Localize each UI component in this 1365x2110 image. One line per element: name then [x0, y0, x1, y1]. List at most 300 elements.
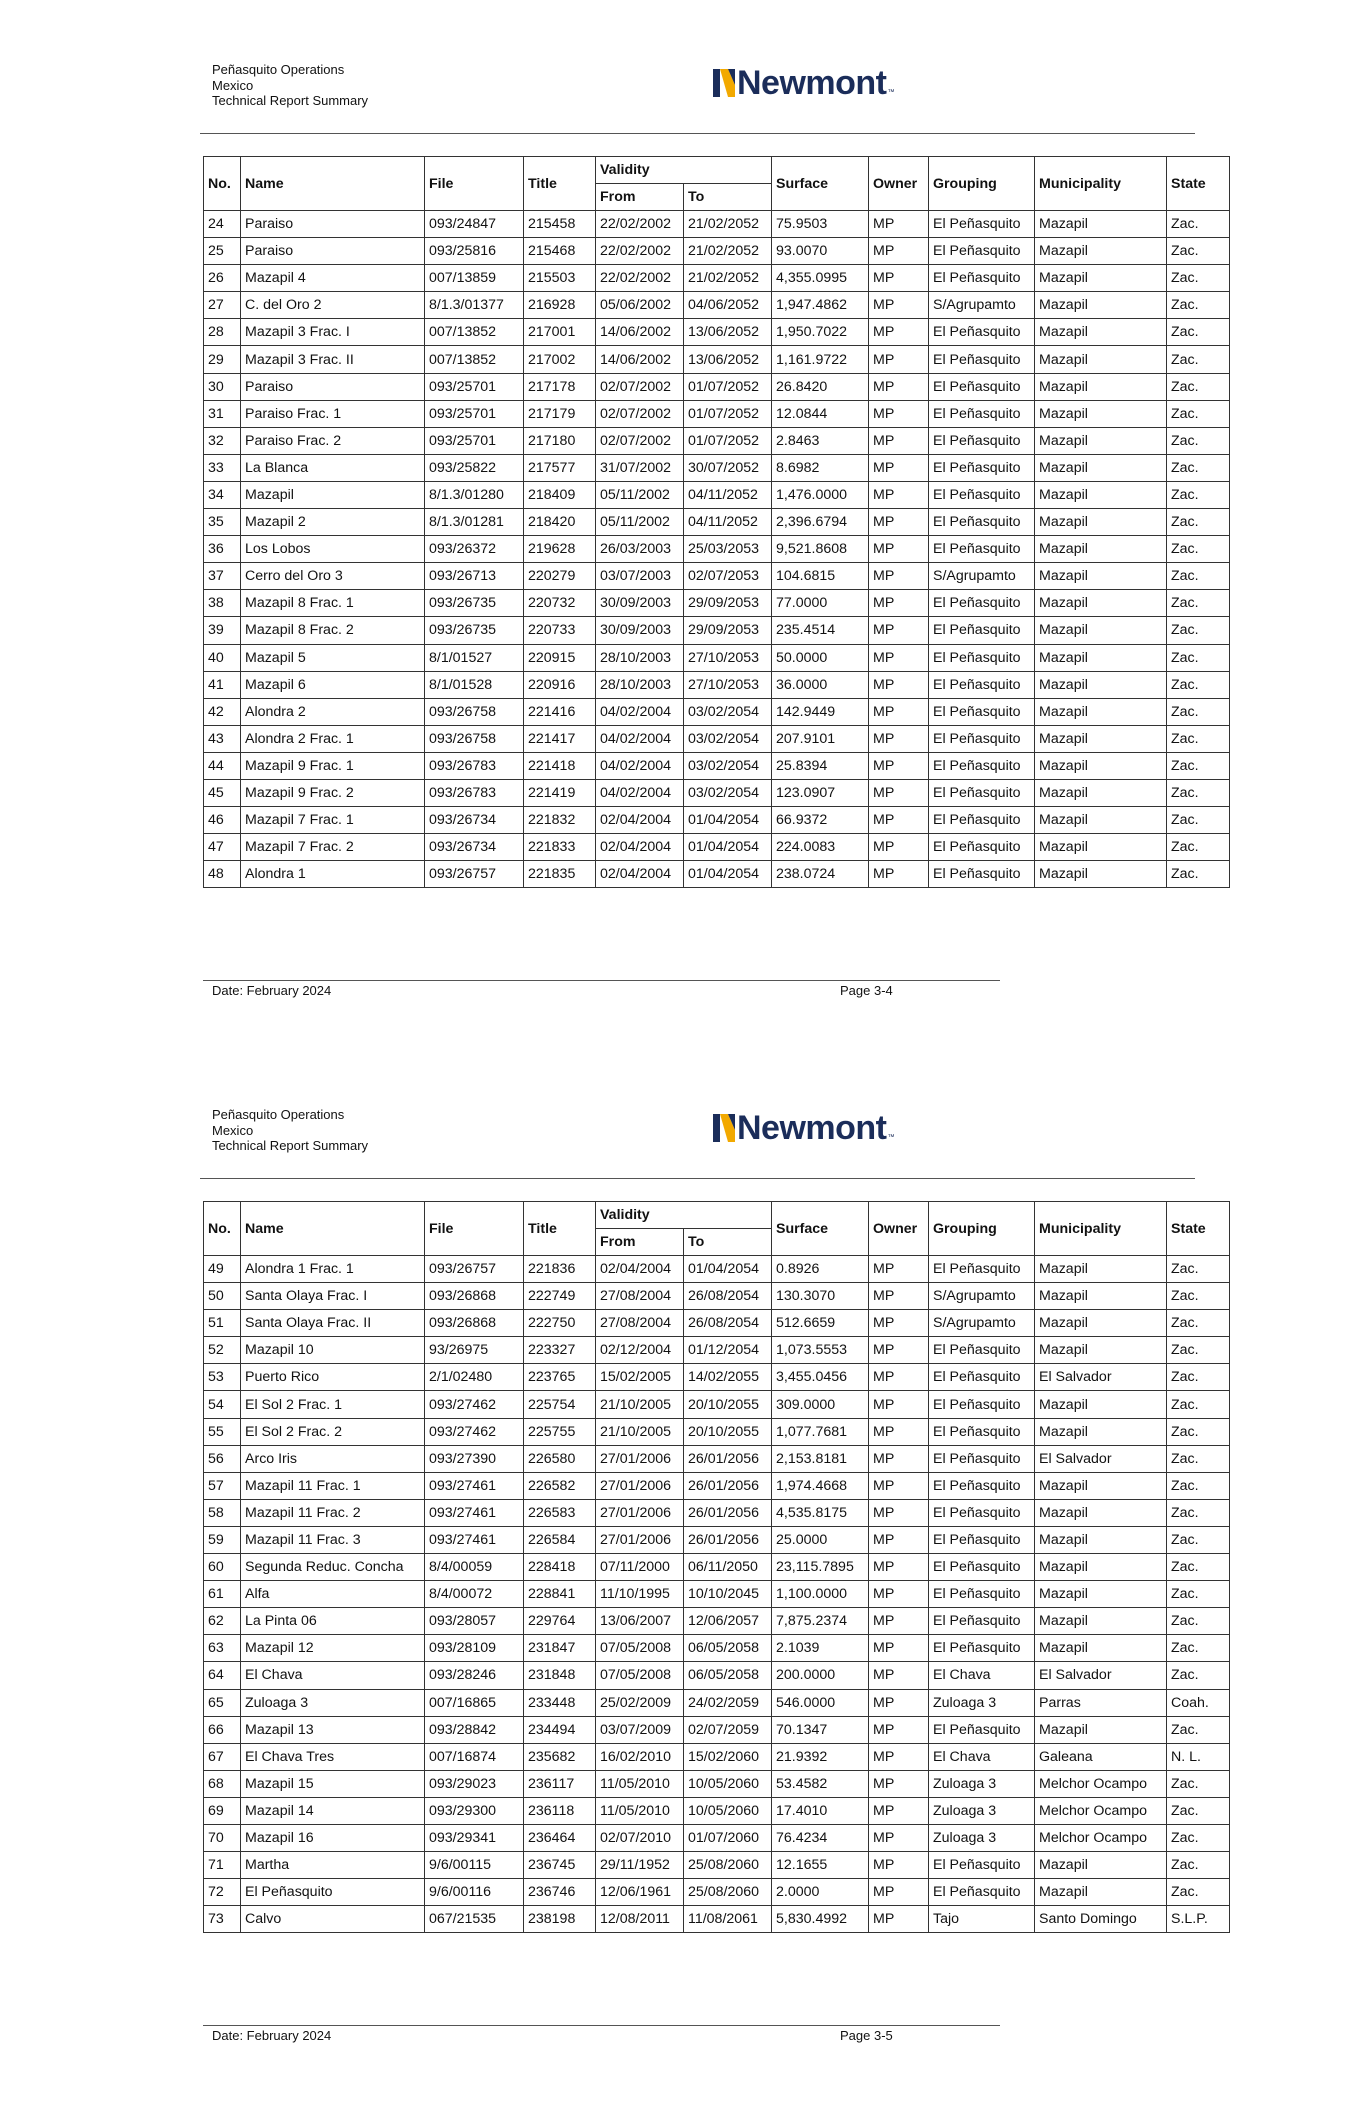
cell-valid-from: 22/02/2002 [596, 265, 684, 292]
table-row [204, 1310, 1230, 1337]
report-page-2 [0, 1045, 1365, 2090]
footer-page-number: Page 3-4 [840, 983, 893, 998]
cell-owner: MP [869, 509, 929, 536]
cell-surface: 36.0000 [772, 671, 869, 698]
cell-grouping: Zuloaga 3 [929, 1689, 1035, 1716]
table-row [204, 1445, 1230, 1472]
cell-file: 093/25822 [425, 454, 524, 481]
table-row [204, 265, 1230, 292]
cell-valid-to: 26/08/2054 [684, 1283, 772, 1310]
cell-valid-to: 04/11/2052 [684, 481, 772, 508]
cell-valid-to: 29/09/2053 [684, 617, 772, 644]
cell-no: 50 [204, 1283, 241, 1310]
cell-surface: 12.1655 [772, 1852, 869, 1879]
cell-title: 215503 [524, 265, 596, 292]
cell-surface: 1,161.9722 [772, 346, 869, 373]
cell-title: 221416 [524, 698, 596, 725]
cell-name: Alondra 2 [241, 698, 425, 725]
cell-file: 8/4/00072 [425, 1581, 524, 1608]
cell-no: 29 [204, 346, 241, 373]
cell-surface: 1,073.5553 [772, 1337, 869, 1364]
cell-municipality: Mazapil [1035, 400, 1167, 427]
cell-owner: MP [869, 1770, 929, 1797]
cell-surface: 1,100.0000 [772, 1581, 869, 1608]
cell-owner: MP [869, 563, 929, 590]
table-row [204, 861, 1230, 888]
cell-owner: MP [869, 1526, 929, 1553]
cell-file: 8/4/00059 [425, 1554, 524, 1581]
cell-municipality: Mazapil [1035, 590, 1167, 617]
cell-owner: MP [869, 779, 929, 806]
cell-valid-to: 25/08/2060 [684, 1852, 772, 1879]
cell-file: 093/27461 [425, 1472, 524, 1499]
cell-valid-to: 01/07/2052 [684, 373, 772, 400]
cell-valid-to: 24/02/2059 [684, 1689, 772, 1716]
cell-municipality: Mazapil [1035, 1608, 1167, 1635]
cell-grouping: Zuloaga 3 [929, 1797, 1035, 1824]
col-header-surface: Surface [772, 157, 869, 211]
cell-valid-from: 15/02/2005 [596, 1364, 684, 1391]
footer-divider [203, 2025, 1000, 2026]
cell-surface: 70.1347 [772, 1716, 869, 1743]
cell-owner: MP [869, 1418, 929, 1445]
cell-municipality: Mazapil [1035, 509, 1167, 536]
cell-owner: MP [869, 1337, 929, 1364]
cell-grouping: El Chava [929, 1743, 1035, 1770]
cell-title: 221417 [524, 725, 596, 752]
cell-surface: 1,947.4862 [772, 292, 869, 319]
cell-valid-from: 04/02/2004 [596, 725, 684, 752]
col-header-name: Name [241, 1202, 425, 1256]
cell-no: 71 [204, 1852, 241, 1879]
cell-valid-from: 07/05/2008 [596, 1662, 684, 1689]
cell-state: Zac. [1167, 373, 1230, 400]
cell-owner: MP [869, 1554, 929, 1581]
cell-name: El Sol 2 Frac. 1 [241, 1391, 425, 1418]
cell-municipality: Mazapil [1035, 346, 1167, 373]
cell-surface: 2.1039 [772, 1635, 869, 1662]
cell-name: Mazapil 4 [241, 265, 425, 292]
cell-title: 231848 [524, 1662, 596, 1689]
cell-surface: 2.0000 [772, 1879, 869, 1906]
cell-surface: 77.0000 [772, 590, 869, 617]
cell-name: C. del Oro 2 [241, 292, 425, 319]
cell-no: 32 [204, 427, 241, 454]
col-header-validity: Validity [596, 1202, 772, 1229]
cell-state: Zac. [1167, 536, 1230, 563]
cell-title: 217577 [524, 454, 596, 481]
cell-municipality: Mazapil [1035, 319, 1167, 346]
cell-grouping: El Peñasquito [929, 1256, 1035, 1283]
cell-file: 093/28246 [425, 1662, 524, 1689]
cell-owner: MP [869, 1310, 929, 1337]
cell-title: 217001 [524, 319, 596, 346]
cell-surface: 200.0000 [772, 1662, 869, 1689]
cell-valid-to: 15/02/2060 [684, 1743, 772, 1770]
col-header-from: From [596, 184, 684, 211]
cell-title: 221418 [524, 752, 596, 779]
cell-file: 007/16874 [425, 1743, 524, 1770]
table-row [204, 509, 1230, 536]
cell-owner: MP [869, 1283, 929, 1310]
cell-file: 093/25816 [425, 238, 524, 265]
cell-name: Mazapil 7 Frac. 1 [241, 807, 425, 834]
cell-surface: 2,153.8181 [772, 1445, 869, 1472]
cell-valid-to: 26/01/2056 [684, 1499, 772, 1526]
cell-surface: 309.0000 [772, 1391, 869, 1418]
table-row [204, 1256, 1230, 1283]
cell-title: 235682 [524, 1743, 596, 1770]
cell-title: 221419 [524, 779, 596, 806]
cell-grouping: El Peñasquito [929, 1635, 1035, 1662]
cell-surface: 4,355.0995 [772, 265, 869, 292]
cell-title: 215468 [524, 238, 596, 265]
table-row [204, 834, 1230, 861]
table-row [204, 617, 1230, 644]
cell-owner: MP [869, 1662, 929, 1689]
cell-name: Santa Olaya Frac. I [241, 1283, 425, 1310]
table-row [204, 1852, 1230, 1879]
cell-no: 38 [204, 590, 241, 617]
cell-municipality: Mazapil [1035, 834, 1167, 861]
cell-no: 64 [204, 1662, 241, 1689]
col-header-owner: Owner [869, 157, 929, 211]
cell-surface: 66.9372 [772, 807, 869, 834]
table-row [204, 1906, 1230, 1933]
cell-file: 093/26758 [425, 698, 524, 725]
cell-grouping: El Peñasquito [929, 861, 1035, 888]
cell-file: 093/27461 [425, 1499, 524, 1526]
cell-name: Paraiso Frac. 1 [241, 400, 425, 427]
cell-grouping: El Peñasquito [929, 373, 1035, 400]
cell-surface: 3,455.0456 [772, 1364, 869, 1391]
cell-state: S.L.P. [1167, 1906, 1230, 1933]
cell-valid-from: 05/06/2002 [596, 292, 684, 319]
cell-valid-from: 28/10/2003 [596, 644, 684, 671]
cell-state: Zac. [1167, 1364, 1230, 1391]
cell-surface: 546.0000 [772, 1689, 869, 1716]
cell-owner: MP [869, 861, 929, 888]
cell-state: Zac. [1167, 644, 1230, 671]
cell-surface: 12.0844 [772, 400, 869, 427]
cell-valid-to: 03/02/2054 [684, 698, 772, 725]
cell-name: Mazapil 3 Frac. II [241, 346, 425, 373]
cell-valid-from: 03/07/2003 [596, 563, 684, 590]
cell-valid-from: 05/11/2002 [596, 509, 684, 536]
cell-no: 28 [204, 319, 241, 346]
cell-grouping: S/Agrupamto [929, 292, 1035, 319]
cell-valid-from: 27/01/2006 [596, 1499, 684, 1526]
cell-state: Zac. [1167, 211, 1230, 238]
cell-valid-from: 04/02/2004 [596, 779, 684, 806]
cell-valid-to: 21/02/2052 [684, 238, 772, 265]
cell-municipality: Mazapil [1035, 861, 1167, 888]
cell-state: Zac. [1167, 1581, 1230, 1608]
cell-municipality: Mazapil [1035, 1635, 1167, 1662]
cell-valid-from: 11/05/2010 [596, 1770, 684, 1797]
cell-municipality: Mazapil [1035, 1256, 1167, 1283]
cell-no: 72 [204, 1879, 241, 1906]
cell-valid-from: 04/02/2004 [596, 698, 684, 725]
cell-municipality: Mazapil [1035, 1472, 1167, 1499]
cell-no: 63 [204, 1635, 241, 1662]
cell-title: 220733 [524, 617, 596, 644]
cell-file: 9/6/00116 [425, 1879, 524, 1906]
newmont-n-mark-icon [713, 69, 735, 97]
cell-no: 60 [204, 1554, 241, 1581]
cell-valid-from: 02/04/2004 [596, 807, 684, 834]
col-header-validity: Validity [596, 157, 772, 184]
cell-surface: 0.8926 [772, 1256, 869, 1283]
cell-title: 233448 [524, 1689, 596, 1716]
cell-municipality: Mazapil [1035, 1391, 1167, 1418]
cell-state: Zac. [1167, 509, 1230, 536]
table-row [204, 698, 1230, 725]
cell-name: Mazapil 16 [241, 1824, 425, 1851]
cell-file: 093/28842 [425, 1716, 524, 1743]
cell-file: 9/6/00115 [425, 1852, 524, 1879]
table-row [204, 1337, 1230, 1364]
cell-surface: 512.6659 [772, 1310, 869, 1337]
cell-grouping: Tajo [929, 1906, 1035, 1933]
cell-grouping: El Peñasquito [929, 1445, 1035, 1472]
cell-name: La Pinta 06 [241, 1608, 425, 1635]
cell-name: Alondra 2 Frac. 1 [241, 725, 425, 752]
cell-name: Santa Olaya Frac. II [241, 1310, 425, 1337]
cell-grouping: El Peñasquito [929, 1608, 1035, 1635]
cell-owner: MP [869, 752, 929, 779]
table-row [204, 400, 1230, 427]
cell-valid-to: 04/11/2052 [684, 509, 772, 536]
table-row [204, 752, 1230, 779]
cell-valid-to: 26/08/2054 [684, 1310, 772, 1337]
cell-name: Mazapil 8 Frac. 1 [241, 590, 425, 617]
cell-surface: 1,077.7681 [772, 1418, 869, 1445]
col-header-owner: Owner [869, 1202, 929, 1256]
cell-valid-to: 25/03/2053 [684, 536, 772, 563]
cell-no: 48 [204, 861, 241, 888]
cell-municipality: Mazapil [1035, 752, 1167, 779]
cell-municipality: Mazapil [1035, 1716, 1167, 1743]
cell-title: 215458 [524, 211, 596, 238]
cell-name: Los Lobos [241, 536, 425, 563]
cell-valid-from: 02/04/2004 [596, 861, 684, 888]
cell-name: El Sol 2 Frac. 2 [241, 1418, 425, 1445]
cell-grouping: El Peñasquito [929, 536, 1035, 563]
cell-state: Zac. [1167, 481, 1230, 508]
table-row [204, 373, 1230, 400]
cell-name: Mazapil 3 Frac. I [241, 319, 425, 346]
cell-owner: MP [869, 698, 929, 725]
header-report-type: Technical Report Summary [212, 93, 369, 108]
table-row [204, 1364, 1230, 1391]
cell-valid-from: 11/05/2010 [596, 1797, 684, 1824]
cell-state: Zac. [1167, 752, 1230, 779]
cell-name: Mazapil 11 Frac. 2 [241, 1499, 425, 1526]
cell-grouping: El Peñasquito [929, 698, 1035, 725]
table-row [204, 536, 1230, 563]
cell-title: 218420 [524, 509, 596, 536]
cell-valid-from: 13/06/2007 [596, 1608, 684, 1635]
cell-valid-to: 04/06/2052 [684, 292, 772, 319]
cell-grouping: El Peñasquito [929, 1716, 1035, 1743]
cell-owner: MP [869, 1743, 929, 1770]
cell-file: 093/26868 [425, 1283, 524, 1310]
cell-valid-from: 22/02/2002 [596, 238, 684, 265]
cell-municipality: Mazapil [1035, 698, 1167, 725]
cell-owner: MP [869, 617, 929, 644]
col-header-municipality: Municipality [1035, 1202, 1167, 1256]
table-row [204, 211, 1230, 238]
cell-valid-from: 02/07/2010 [596, 1824, 684, 1851]
cell-state: Zac. [1167, 454, 1230, 481]
cell-grouping: El Peñasquito [929, 400, 1035, 427]
cell-title: 236745 [524, 1852, 596, 1879]
cell-owner: MP [869, 292, 929, 319]
cell-file: 093/26758 [425, 725, 524, 752]
cell-valid-from: 02/04/2004 [596, 834, 684, 861]
cell-grouping: El Peñasquito [929, 1499, 1035, 1526]
cell-title: 220916 [524, 671, 596, 698]
cell-title: 238198 [524, 1906, 596, 1933]
cell-valid-from: 07/05/2008 [596, 1635, 684, 1662]
cell-file: 8/1.3/01281 [425, 509, 524, 536]
cell-name: Martha [241, 1852, 425, 1879]
cell-valid-to: 03/02/2054 [684, 725, 772, 752]
table-row [204, 671, 1230, 698]
cell-municipality: Mazapil [1035, 238, 1167, 265]
cell-no: 51 [204, 1310, 241, 1337]
cell-valid-to: 12/06/2057 [684, 1608, 772, 1635]
cell-owner: MP [869, 1879, 929, 1906]
col-header-surface: Surface [772, 1202, 869, 1256]
logo-trademark: ™ [887, 1134, 895, 1141]
cell-valid-to: 26/01/2056 [684, 1526, 772, 1553]
cell-title: 221836 [524, 1256, 596, 1283]
cell-name: Alfa [241, 1581, 425, 1608]
cell-state: Zac. [1167, 779, 1230, 806]
cell-name: Mazapil 6 [241, 671, 425, 698]
cell-municipality: Mazapil [1035, 292, 1167, 319]
cell-file: 093/27462 [425, 1418, 524, 1445]
cell-grouping: S/Agrupamto [929, 1310, 1035, 1337]
header-operation: Peñasquito Operations [212, 62, 345, 77]
cell-owner: MP [869, 590, 929, 617]
table-row [204, 1879, 1230, 1906]
footer-date: Date: February 2024 [212, 2028, 332, 2043]
col-header-name: Name [241, 157, 425, 211]
cell-state: Zac. [1167, 617, 1230, 644]
cell-valid-from: 27/01/2006 [596, 1526, 684, 1553]
cell-state: N. L. [1167, 1743, 1230, 1770]
cell-owner: MP [869, 644, 929, 671]
cell-municipality: Mazapil [1035, 211, 1167, 238]
cell-owner: MP [869, 427, 929, 454]
cell-state: Zac. [1167, 1472, 1230, 1499]
cell-surface: 104.6815 [772, 563, 869, 590]
cell-owner: MP [869, 319, 929, 346]
cell-state: Zac. [1167, 1879, 1230, 1906]
cell-surface: 1,476.0000 [772, 481, 869, 508]
cell-grouping: El Peñasquito [929, 454, 1035, 481]
cell-name: Mazapil 9 Frac. 1 [241, 752, 425, 779]
cell-municipality: Mazapil [1035, 1581, 1167, 1608]
header-country: Mexico [212, 1122, 254, 1138]
cell-surface: 2,396.6794 [772, 509, 869, 536]
table-row [204, 1662, 1230, 1689]
cell-valid-to: 01/12/2054 [684, 1337, 772, 1364]
cell-grouping: El Peñasquito [929, 1364, 1035, 1391]
cell-name: Mazapil 12 [241, 1635, 425, 1662]
claims-table-body [204, 211, 1230, 888]
cell-title: 222750 [524, 1310, 596, 1337]
cell-valid-from: 30/09/2003 [596, 590, 684, 617]
cell-grouping: El Peñasquito [929, 671, 1035, 698]
logo-trademark: ™ [887, 89, 895, 96]
cell-municipality: Mazapil [1035, 1554, 1167, 1581]
cell-grouping: El Peñasquito [929, 1581, 1035, 1608]
cell-title: 226583 [524, 1499, 596, 1526]
cell-title: 225754 [524, 1391, 596, 1418]
cell-valid-to: 29/09/2053 [684, 590, 772, 617]
header-report-type: Technical Report Summary [212, 1138, 369, 1153]
cell-name: Mazapil [241, 481, 425, 508]
cell-valid-to: 06/05/2058 [684, 1662, 772, 1689]
mining-claims-table [203, 1201, 1230, 1933]
cell-valid-to: 14/02/2055 [684, 1364, 772, 1391]
cell-grouping: El Peñasquito [929, 725, 1035, 752]
header-country: Mexico [212, 77, 254, 93]
cell-municipality: Mazapil [1035, 1879, 1167, 1906]
cell-valid-to: 01/04/2054 [684, 861, 772, 888]
cell-valid-from: 04/02/2004 [596, 752, 684, 779]
cell-state: Zac. [1167, 400, 1230, 427]
cell-state: Zac. [1167, 1797, 1230, 1824]
cell-grouping: El Peñasquito [929, 807, 1035, 834]
table-row [204, 1689, 1230, 1716]
cell-grouping: Zuloaga 3 [929, 1824, 1035, 1851]
cell-name: Alondra 1 [241, 861, 425, 888]
cell-state: Zac. [1167, 1770, 1230, 1797]
cell-file: 093/27462 [425, 1391, 524, 1418]
cell-municipality: Mazapil [1035, 536, 1167, 563]
cell-name: Mazapil 5 [241, 644, 425, 671]
cell-no: 61 [204, 1581, 241, 1608]
cell-surface: 238.0724 [772, 861, 869, 888]
cell-grouping: Zuloaga 3 [929, 1770, 1035, 1797]
cell-valid-to: 13/06/2052 [684, 346, 772, 373]
cell-file: 093/26735 [425, 590, 524, 617]
footer-page-number: Page 3-5 [840, 2028, 893, 2043]
col-header-municipality: Municipality [1035, 157, 1167, 211]
newmont-n-mark-icon [713, 1114, 735, 1142]
table-row [204, 590, 1230, 617]
cell-title: 229764 [524, 1608, 596, 1635]
cell-valid-from: 02/12/2004 [596, 1337, 684, 1364]
cell-name: Mazapil 15 [241, 1770, 425, 1797]
cell-name: Segunda Reduc. Concha [241, 1554, 425, 1581]
cell-owner: MP [869, 1472, 929, 1499]
cell-no: 59 [204, 1526, 241, 1553]
cell-file: 007/13852 [425, 319, 524, 346]
cell-valid-to: 02/07/2053 [684, 563, 772, 590]
cell-valid-to: 13/06/2052 [684, 319, 772, 346]
table-row [204, 644, 1230, 671]
newmont-logo [713, 1111, 895, 1145]
cell-valid-to: 27/10/2053 [684, 644, 772, 671]
cell-no: 26 [204, 265, 241, 292]
cell-owner: MP [869, 1499, 929, 1526]
